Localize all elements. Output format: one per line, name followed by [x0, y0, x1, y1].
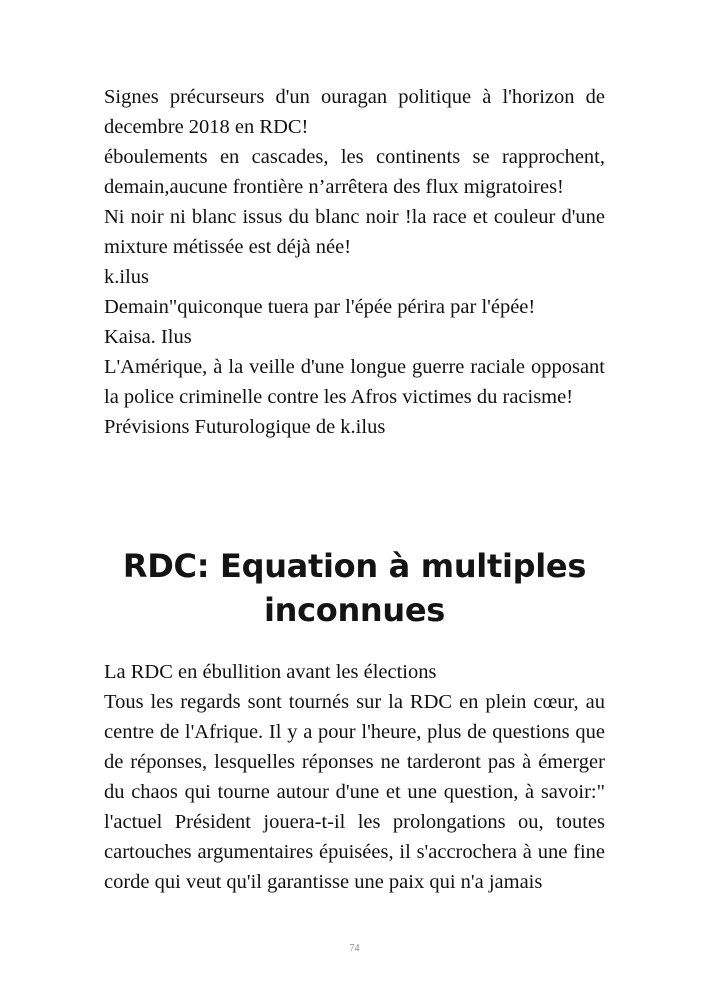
paragraph-previsions: Prévisions Futurologique de k.ilus [104, 416, 386, 438]
chapter-body [104, 657, 605, 897]
paragraph-demain: Demain"quiconque tuera par l'épée périra par l'épée! [104, 296, 536, 318]
paragraph-amerique: L'Amérique, à la veille d'une longue guerre raciale opposant la police criminelle contre les Afros victimes du racisme! [104, 356, 605, 408]
chapter-subtitle: La RDC en ébullition avant les élections [104, 661, 437, 683]
chapter-paragraph: Tous les regards sont tournés sur la RDC en plein cœur, au centre de l'Afrique. Il y a pour l'heure, plus de questions que de réponses, lesquelles réponses ne tarderont pas à émerger du chaos qui tourne autour d'une et une question, à savoir:" l'actuel Président jouera-t-il les prolongations ou, toutes cartouches argumentaires épuisées, il s'accrochera à une fine corde qui veut qu'il garantisse une paix qui n'a jamais [104, 691, 605, 893]
paragraph-eboulements: éboulements en cascades, les continents se rapprochent, demain,aucune frontière n’arrêtera des flux migratoires! [104, 146, 605, 198]
chapter-title: RDC: Equation à multiples inconnues [122, 547, 587, 629]
prophecy-section [104, 82, 605, 442]
paragraph-ni-noir: Ni noir ni blanc issus du blanc noir !la race et couleur d'une mixture métissée est déjà née! [104, 206, 605, 258]
signature-kilus: k.ilus [104, 266, 149, 288]
signature-kaisa-ilus: Kaisa. Ilus [104, 326, 192, 348]
paragraph-signes: Signes précurseurs d'un ouragan politique à l'horizon de decembre 2018 en RDC! [104, 86, 605, 138]
page-number: 74 [349, 943, 360, 954]
